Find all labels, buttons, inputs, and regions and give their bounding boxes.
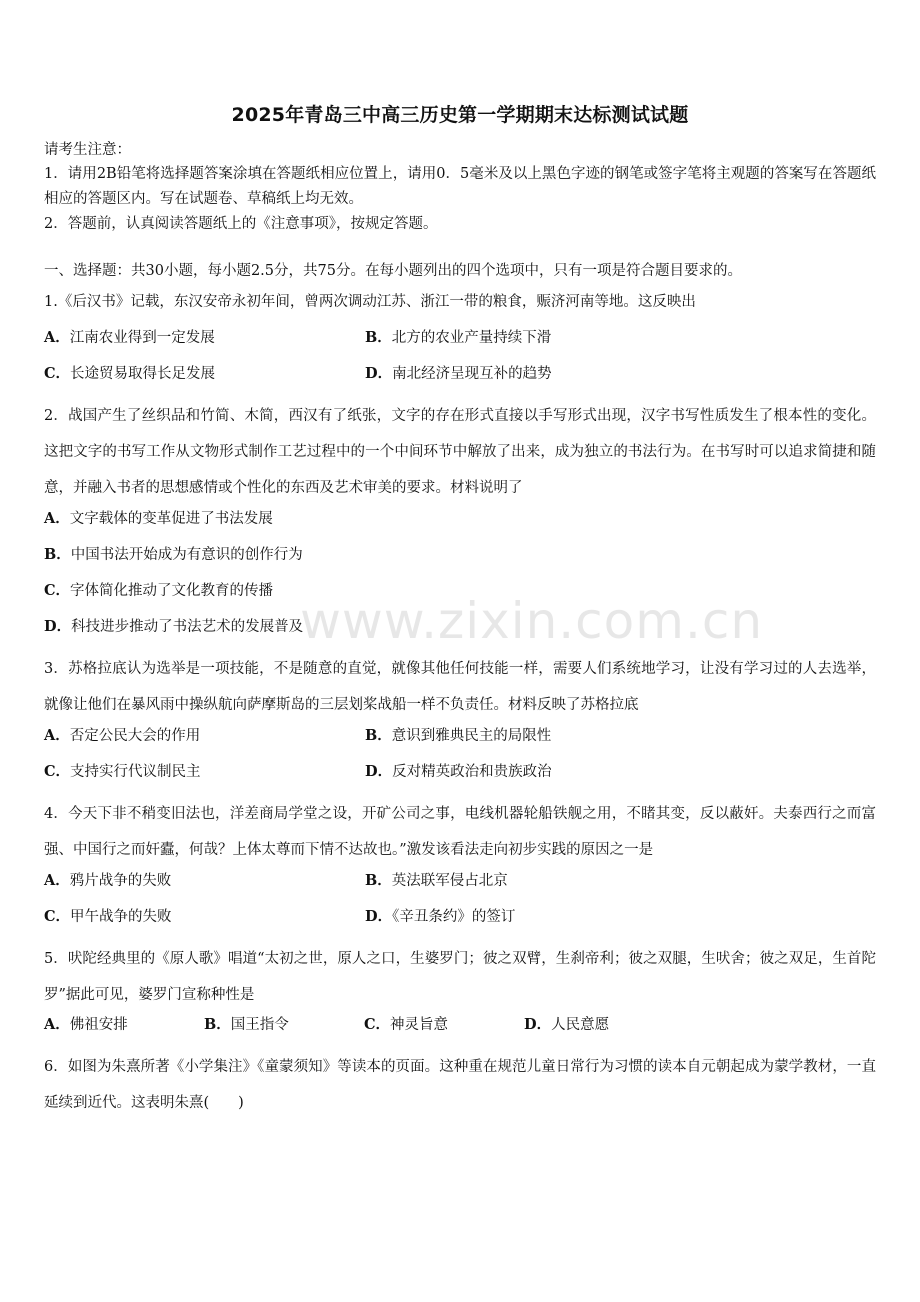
question-1-option-c: C．长途贸易取得长足发展 — [44, 365, 216, 382]
question-3-option-a: A．否定公民大会的作用 — [44, 727, 201, 744]
notice-item-1: 1．请用2B铅笔将选择题答案涂填在答题纸相应位置上，请用0．5毫米及以上黑色字迹的钢笔或签字笔将主观题的答案写在答题纸相应的答题区内。写在试题卷、草稿纸上均无效。 — [44, 166, 876, 207]
notice-item-2: 2．答题前，认真阅读答题纸上的《注意事项》，按规定答题。 — [44, 216, 438, 232]
question-4-option-d: D．《辛丑条约》的签订 — [365, 908, 516, 925]
question-5-option-a: A．佛祖安排 — [44, 1016, 128, 1033]
question-1-option-d: D．南北经济呈现互补的趋势 — [365, 365, 552, 382]
question-3-stem: 3．苏格拉底认为选举是一项技能，不是随意的直觉，就像其他任何技能一样，需要人们系统地学习，让没有学习过的人去选举，就像让他们在暴风雨中操纵航向萨摩斯岛的三层划桨战船一样不负责任。材料反映了苏格拉底 — [44, 661, 876, 713]
question-2-option-a: A．文字载体的变革促进了书法发展 — [44, 510, 273, 527]
section-heading: 一、选择题：共30小题，每小题2.5分，共75分。在每小题列出的四个选项中，只有一项是符合题目要求的。 — [44, 263, 742, 279]
question-4-option-a: A．鸦片战争的失败 — [44, 872, 172, 889]
question-4-option-b: B．英法联军侵占北京 — [365, 872, 508, 889]
question-1-option-a: A．江南农业得到一定发展 — [44, 329, 215, 346]
question-3-option-c: C．支持实行代议制民主 — [44, 763, 201, 780]
question-3-option-b: B．意识到雅典民主的局限性 — [365, 727, 552, 744]
question-2-option-d: D．科技进步推动了书法艺术的发展普及 — [44, 618, 304, 635]
page-title: 2025年青岛三中高三历史第一学期期末达标测试试题 — [231, 104, 689, 126]
question-2-option-c: C．字体简化推动了文化教育的传播 — [44, 582, 274, 599]
watermark: www.zixin.com.cn — [300, 592, 764, 650]
question-2-stem: 2．战国产生了丝织品和竹简、木简，西汉有了纸张，文字的存在形式直接以手写形式出现，汉字书写性质发生了根本性的变化。这把文字的书写工作从文物形式制作工艺过程中的一个中间环节中解放了出来，成为独立的书法行为。在书写时可以追求简捷和随意，并融入书者的思想感情或个性化的东西及艺术审美的要求。材料说明了 — [44, 408, 876, 496]
question-6-stem: 6．如图为朱熹所著《小学集注》《童蒙须知》等读本的页面。这种重在规范儿童日常行为习惯的读本自元朝起成为蒙学教材，一直延续到近代。这表明朱熹( ) — [44, 1059, 876, 1111]
question-4-stem: 4．今天下非不稍变旧法也，洋差商局学堂之设，开矿公司之事，电线机器轮船铁舰之用，不睹其变，反以蔽奸。夫泰西行之而富强、中国行之而奸蠹，何哉？上体太尊而下情不达故也。”激发该看法走向初步实践的原因之一是 — [44, 806, 876, 858]
question-4-option-c: C．甲午战争的失败 — [44, 908, 172, 925]
question-1-option-b: B．北方的农业产量持续下滑 — [365, 329, 552, 346]
question-5-option-c: C．神灵旨意 — [364, 1016, 449, 1033]
question-2-option-b: B．中国书法开始成为有意识的创作行为 — [44, 546, 303, 563]
question-1-stem: 1.《后汉书》记载，东汉安帝永初年间，曾两次调动江苏、浙江一带的粮食，赈济河南等地。这反映出 — [44, 294, 696, 310]
notice-heading: 请考生注意： — [44, 142, 131, 158]
question-5-stem: 5．吠陀经典里的《原人歌》唱道“太初之世，原人之口，生婆罗门；彼之双臂，生刹帝利；彼之双腿，生吠舍；彼之双足，生首陀罗”据此可见，婆罗门宣称种性是 — [44, 951, 876, 1003]
question-5-option-b: B．国王指令 — [204, 1016, 289, 1033]
question-3-option-d: D．反对精英政治和贵族政治 — [365, 763, 552, 780]
question-5-option-d: D．人民意愿 — [524, 1016, 610, 1033]
